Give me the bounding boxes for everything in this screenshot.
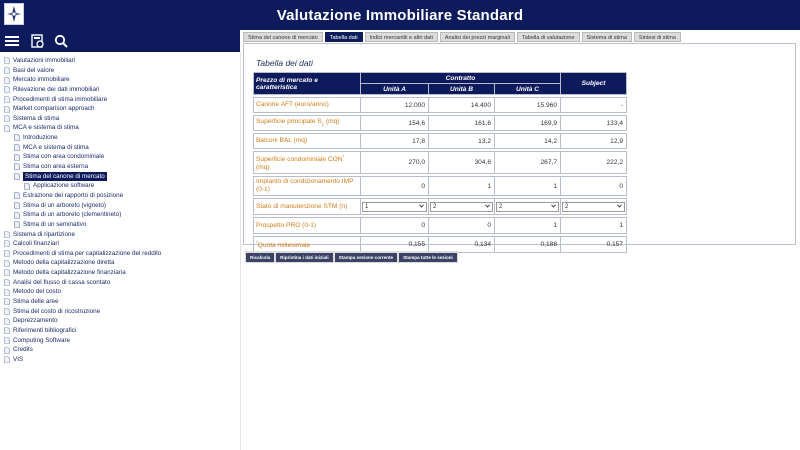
value-cell[interactable]: 14,2 — [495, 134, 561, 149]
value-cell[interactable]: 1 — [429, 177, 495, 196]
calculator-icon[interactable] — [28, 32, 46, 50]
sidebar-item-label: Market comparison approach — [13, 105, 95, 113]
document-icon — [4, 289, 13, 296]
sidebar-item[interactable] — [0, 239, 240, 249]
sidebar-item[interactable] — [0, 191, 240, 201]
document-icon — [4, 279, 13, 286]
sidebar-item-label: Estrazione del rapporto di posizione — [23, 191, 124, 199]
value-cell[interactable]: 169,9 — [495, 116, 561, 131]
document-icon — [4, 269, 13, 276]
value-cell: - — [561, 98, 627, 113]
row-label-text: Stato di manutenzione STM (n) — [256, 202, 348, 210]
sidebar-item-label: Metodo della capitalizzazione finanziaria — [13, 269, 126, 277]
document-icon — [4, 260, 13, 267]
select-cell — [429, 199, 495, 215]
select-value: 2 — [499, 203, 503, 210]
sidebar-item[interactable] — [0, 201, 240, 211]
data-table — [253, 72, 627, 253]
row-label-unit: (mq) — [324, 117, 340, 125]
table-row — [254, 218, 627, 234]
sidebar-item[interactable] — [0, 75, 240, 85]
sidebar-item[interactable] — [0, 287, 240, 297]
document-icon — [4, 337, 13, 344]
row-label-text: Balconi BAL (mq) — [256, 137, 308, 144]
sidebar-item-label: Basi del valore — [13, 66, 55, 74]
row-label — [254, 116, 361, 131]
document-icon — [4, 96, 13, 103]
sidebar-item[interactable] — [0, 220, 240, 230]
sidebar-item[interactable] — [0, 162, 240, 172]
select-value: 2 — [433, 203, 437, 210]
sidebar-item[interactable] — [0, 326, 240, 336]
sidebar-item-label: Stima del costo di ricostruzione — [13, 307, 101, 315]
sidebar-item[interactable] — [0, 133, 240, 143]
select-value: 2 — [565, 203, 569, 210]
sidebar-nav — [0, 52, 241, 450]
document-icon — [4, 250, 13, 257]
row-label-text: Prospetto PRO (0-1) — [256, 221, 317, 229]
value-cell[interactable]: 0 — [429, 218, 495, 234]
document-icon — [4, 231, 13, 238]
subject-header: Subject — [561, 73, 627, 95]
document-icon — [4, 318, 13, 325]
value-cell[interactable]: 161,6 — [429, 116, 495, 131]
value-cell[interactable]: 15.960 — [495, 98, 561, 113]
stm-select[interactable] — [496, 202, 559, 212]
ripristina-button[interactable]: Ripristina i dati iniziali — [276, 253, 333, 262]
sidebar-item[interactable] — [0, 316, 240, 326]
tab[interactable]: Tabella dati — [325, 32, 363, 42]
sidebar-item[interactable] — [0, 123, 240, 133]
sidebar-item-label: Stima di un arboreto (clementineto) — [23, 211, 122, 219]
sidebar-item[interactable] — [0, 230, 240, 240]
value-cell[interactable]: 1 — [495, 177, 561, 196]
sidebar-item-label: Rilevazione dei dati immobiliari — [13, 85, 100, 93]
value-cell[interactable]: 222,2 — [561, 152, 627, 174]
sidebar-item-label: Procedimenti di stima per capitalizzazione del reddito — [13, 249, 162, 257]
footnote-mark: * — [342, 154, 345, 159]
sidebar-item-label: Metodo del costo — [13, 288, 61, 296]
row-label — [254, 152, 361, 174]
sidebar-item[interactable] — [0, 172, 240, 182]
sidebar-item[interactable] — [0, 336, 240, 346]
value-cell[interactable]: 270,0 — [361, 152, 429, 174]
sidebar-item-label: Stima con area esterna — [23, 163, 89, 171]
sidebar-item-label: MCA e sistema di stima — [13, 124, 79, 132]
sidebar-item[interactable] — [0, 95, 240, 105]
sidebar-item-label: Valutazioni immobiliari — [13, 57, 76, 64]
row-label-text: Quota millesimale — [257, 242, 311, 250]
document-icon — [4, 86, 13, 93]
document-icon — [4, 57, 13, 64]
row-label — [254, 134, 361, 149]
sidebar-item-label: Sistema di ripartizione — [13, 230, 75, 238]
value-cell[interactable]: 0 — [361, 177, 429, 196]
stampa-sezione-button[interactable]: Stampa sezione corrente — [335, 253, 397, 262]
value-cell[interactable]: 12.000 — [361, 98, 429, 113]
app-title: Valutazione Immobiliare Standard — [276, 7, 524, 24]
sidebar-item-label: Analisi del flusso di cassa scontato — [13, 278, 111, 286]
document-icon — [14, 221, 23, 228]
document-icon — [14, 212, 23, 219]
document-icon — [4, 240, 13, 247]
table-row — [254, 116, 627, 131]
stampa-tutte-button[interactable]: Stampa tutte le sezioni — [399, 253, 457, 262]
row-label — [254, 218, 361, 234]
sidebar-item-label: Riferimenti bibliografici — [13, 326, 77, 334]
data-panel — [243, 43, 796, 250]
sidebar-item[interactable] — [0, 258, 240, 268]
sidebar-item[interactable] — [0, 345, 240, 355]
select-cell — [495, 199, 561, 215]
row-label-text: Canone AFT (euro/anno) — [256, 101, 329, 108]
column-header: Unità B — [429, 84, 495, 95]
app-header — [0, 0, 800, 30]
document-icon — [4, 67, 13, 74]
sidebar-item-label: Stima con area condominiale — [23, 153, 105, 161]
sidebar-toolbar — [0, 30, 240, 52]
sidebar-item[interactable] — [0, 249, 240, 259]
document-icon — [4, 115, 13, 122]
document-icon — [24, 183, 33, 190]
value-cell[interactable]: 0,157 — [561, 237, 627, 253]
table-row — [254, 199, 627, 215]
document-icon — [4, 308, 13, 315]
ricalcola-button[interactable]: Ricalcola — [246, 253, 274, 262]
sidebar-item[interactable] — [0, 114, 240, 124]
value-cell[interactable]: 0,155 — [361, 237, 429, 253]
sidebar-item[interactable] — [0, 66, 240, 76]
value-cell[interactable]: 133,4 — [561, 116, 627, 131]
stm-select[interactable] — [562, 202, 625, 212]
sidebar-item-label: Stima del canone di mercato — [25, 172, 105, 180]
search-icon[interactable] — [52, 32, 70, 50]
select-value: 1 — [365, 203, 369, 210]
document-icon — [4, 356, 13, 363]
sidebar-item-label: MCA e sistema di stima — [23, 143, 89, 151]
table-header-label: Prezzo di mercato e caratteristica — [254, 73, 361, 95]
document-icon — [4, 327, 13, 334]
row-label — [254, 98, 361, 113]
sidebar-item-label: Sistema di stima — [13, 114, 60, 122]
sidebar-item[interactable] — [0, 278, 240, 288]
sidebar-item[interactable] — [0, 210, 240, 220]
table-row — [254, 98, 627, 113]
chevron-down-icon — [419, 204, 424, 210]
sidebar-item-label: Mercato immobiliare — [13, 76, 70, 84]
tab[interactable]: Indici mercantili e altri dati — [365, 32, 438, 42]
stm-select[interactable] — [362, 202, 427, 212]
stm-select[interactable] — [430, 202, 493, 212]
sidebar-item-label: Applicazione software — [33, 182, 95, 190]
footnote-mark: * — [256, 240, 258, 246]
document-icon — [4, 298, 13, 305]
value-cell[interactable]: 0 — [561, 177, 627, 196]
table-row — [254, 177, 627, 196]
tab[interactable]: Sistema di stima — [582, 32, 632, 42]
chevron-down-icon — [617, 204, 622, 210]
sidebar-item-label: Deprezzamento — [13, 317, 58, 325]
tab[interactable]: Sintesi di stima — [634, 32, 681, 42]
table-title: Tabella dei dati — [256, 58, 313, 68]
sidebar-item-label: Procedimenti di stima immobiliare — [13, 95, 108, 103]
value-cell[interactable]: 1 — [561, 218, 627, 234]
sidebar-item[interactable] — [0, 104, 240, 114]
sidebar-item[interactable] — [0, 297, 240, 307]
column-header: Unità C — [495, 84, 561, 95]
sidebar-item[interactable] — [0, 307, 240, 317]
value-cell[interactable]: 267,7 — [495, 152, 561, 174]
document-icon — [4, 77, 13, 84]
row-label-text: Superficie condominiale CON — [256, 156, 343, 164]
document-icon — [14, 144, 23, 151]
row-label-subscript: 1 — [321, 121, 325, 127]
sidebar-item[interactable] — [0, 355, 240, 365]
document-icon — [14, 154, 23, 161]
hamburger-icon[interactable] — [3, 32, 21, 50]
document-icon — [14, 192, 23, 199]
sidebar-item-label: Stima delle aree — [13, 298, 59, 306]
sidebar-item-label: Calcoli finanziari — [13, 240, 59, 248]
tab[interactable]: Stima del canone di mercato — [243, 32, 323, 42]
sidebar-item[interactable] — [0, 143, 240, 153]
row-label — [254, 177, 361, 196]
chevron-down-icon — [485, 204, 490, 210]
sidebar-item[interactable] — [0, 85, 240, 95]
document-icon — [4, 125, 13, 132]
document-icon — [4, 106, 13, 113]
sidebar-item[interactable] — [0, 56, 240, 66]
tab[interactable]: Analisi dei prezzi marginali — [440, 32, 515, 42]
select-cell — [361, 199, 429, 215]
value-cell[interactable]: 13,2 — [429, 134, 495, 149]
document-icon — [4, 347, 13, 354]
tab[interactable]: Tabella di valutazione — [517, 32, 580, 42]
value-cell[interactable]: 1 — [495, 218, 561, 234]
document-icon — [14, 202, 23, 209]
sidebar-item-label: Credits — [13, 346, 33, 354]
select-cell — [561, 199, 627, 215]
row-label-text: Impianto di condizionamento IMP (0-1) — [256, 178, 354, 194]
value-cell[interactable]: 0,134 — [429, 237, 495, 253]
tab-bar — [243, 32, 683, 42]
row-label — [254, 199, 361, 215]
sidebar-item-label: Introduzione — [23, 134, 58, 142]
row-label-text: Superficie principale S — [256, 117, 322, 125]
document-icon — [14, 173, 23, 180]
value-cell[interactable]: 17,8 — [361, 134, 429, 149]
column-header: Unità A — [361, 84, 429, 95]
action-bar — [245, 251, 458, 263]
document-icon — [14, 134, 23, 141]
chevron-down-icon — [551, 204, 556, 210]
sidebar-item-label: Stima di un arboreto (vigneto) — [23, 201, 106, 209]
sidebar-item[interactable] — [0, 268, 240, 278]
value-cell[interactable]: 0 — [361, 218, 429, 234]
value-cell[interactable]: 304,6 — [429, 152, 495, 174]
value-cell[interactable]: 154,6 — [361, 116, 429, 131]
value-cell[interactable]: 14.400 — [429, 98, 495, 113]
row-label-unit: (mq) — [256, 164, 270, 172]
table-row — [254, 134, 627, 149]
sidebar-item-label: Computing Software — [13, 336, 71, 344]
sidebar-item[interactable] — [0, 152, 240, 162]
value-cell[interactable]: 12,9 — [561, 134, 627, 149]
sidebar-item-label: Metodo della capitalizzazione diretta — [13, 259, 115, 267]
sidebar-item-label: Stima di un seminativo — [23, 220, 87, 228]
sidebar-item-label: VIS — [13, 355, 24, 363]
contratto-header: Contratto — [361, 73, 561, 84]
table-row — [254, 152, 627, 174]
document-icon — [14, 163, 23, 170]
value-cell[interactable]: 0,188 — [495, 237, 561, 253]
sidebar-item[interactable] — [0, 181, 240, 191]
